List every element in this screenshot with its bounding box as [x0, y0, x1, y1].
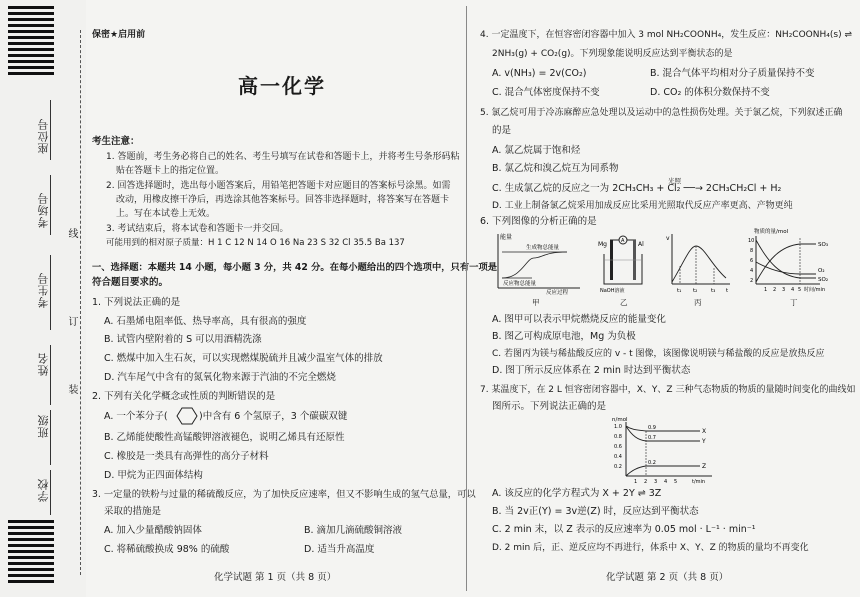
q7-ytick: 1.0	[614, 424, 622, 430]
class-label: 班级	[37, 414, 50, 438]
q6-figure-2	[596, 230, 650, 296]
notice-line: 上。写在本试卷上无效。	[116, 209, 216, 219]
q2-option-c: C. 橡胶是一类具有高弹性的高分子材料	[104, 451, 269, 462]
fig3-x-label: t	[726, 288, 729, 294]
footer-page-1: 化学试题 第 1 页（共 8 页）	[214, 572, 337, 583]
section-heading: 一、选择题：本题共 14 小题，每小题 3 分，共 42 分。在每小题给出的四个选项中，只有一项是	[92, 262, 498, 273]
fig1-xlabel: 反应过程	[546, 290, 569, 296]
q6-stem: 6. 下列图像的分析正确的是	[480, 216, 597, 227]
footer-page-2: 化学试题 第 2 页（共 8 页）	[606, 572, 729, 583]
notice-line: 2. 回答选择题时，选出每小题答案后，用铅笔把答题卡对应题目的答案标号涂黑。如需	[106, 181, 451, 191]
seat-number-label: 座位号	[37, 118, 50, 154]
barcode-stripes-bottom	[8, 520, 54, 583]
fig4-series-so3: SO₃	[818, 242, 829, 248]
fig3-t2: t₂	[693, 288, 698, 294]
q7-xtick: 3	[654, 479, 658, 484]
page-2	[472, 0, 860, 597]
q2-option-a-pre: A. 一个苯分子(	[104, 411, 168, 422]
q1-option-c: C. 燃煤中加入生石灰，可以实现燃煤脱硫并且减少温室气体的排放	[104, 353, 383, 364]
name-label: 姓名	[37, 352, 50, 376]
q2-option-a-post: )中含有 6 个氢原子，3 个碳碳双键	[199, 411, 348, 422]
q5-option-c: C. 生成氯乙烷的反应之一为 2CH₃CH₃ + Cl₂ ──→ 2CH₃CH₂Cl + H₂	[492, 183, 782, 194]
fig4-xtick: 5	[798, 287, 802, 293]
q5-condition: 光照	[668, 177, 681, 185]
q5-option-a: A. 氯乙烷属于饱和烃	[492, 145, 581, 156]
q3-option-d: D. 适当升高温度	[304, 544, 375, 555]
fig4-xlabel: 时间/min	[804, 287, 826, 293]
secret-mark: 保密★启用前	[92, 30, 146, 40]
q7-option-d: D. 2 min 后，正、逆反应均不再进行，体系中 X、Y、Z 的物质的量均不再变化	[492, 543, 809, 553]
notice-line: 1. 答题前，考生务必将自己的姓名、考生号填写在试卷和答题卡上，并将考生号条形码粘	[106, 152, 460, 162]
q7-series-z: Z	[702, 463, 707, 470]
q6-figure-1	[492, 230, 582, 296]
q7-xtick: 5	[674, 479, 678, 484]
q7-option-a: A. 该反应的化学方程式为 X + 2Y ⇌ 3Z	[492, 488, 662, 499]
q7-xtick: 2	[644, 479, 648, 484]
fig4-xtick: 2	[773, 287, 777, 293]
notice-line: 3. 考试结束后，将本试卷和答题卡一并交回。	[106, 224, 289, 234]
q4-option-c: C. 混合气体密度保持不变	[492, 87, 600, 98]
fig1-top-label: 生成物总能量	[526, 245, 560, 251]
q1-option-d: D. 汽车尾气中含有的氮氧化物来源于汽油的不完全燃烧	[104, 372, 336, 383]
q5-stem: 5. 氯乙烷可用于冷冻麻醉应急处理以及运动中的急性损伤处理。关于氯乙烷，下列叙述正确	[480, 108, 843, 118]
q7-figure	[612, 414, 722, 484]
q3-option-c: C. 将稀硫酸换成 98% 的硫酸	[104, 544, 230, 555]
fig4-xtick: 3	[782, 287, 786, 293]
q4-option-d: D. CO₂ 的体积分数保持不变	[650, 87, 770, 98]
q6-option-b: B. 图乙可构成原电池，Mg 为负极	[492, 331, 636, 342]
q3-option-b: B. 滴加几滴硫酸铜溶液	[304, 525, 403, 536]
fig2-al-label: Al	[638, 241, 644, 248]
q4-stem: 4. 一定温度下，在恒容密闭容器中加入 3 mol NH₂COONH₄，发生反应：NH₂COONH₄(s) ⇌	[480, 30, 852, 40]
fig2-mg-label: Mg	[598, 241, 607, 248]
q2-option-d: D. 甲烷为正四面体结构	[104, 470, 203, 481]
q7-xtick: 4	[664, 479, 668, 484]
q7-series-y: Y	[702, 438, 706, 445]
fig4-ytick: 2	[750, 278, 754, 284]
q7-xtick: 1	[634, 479, 638, 484]
fig4-ytick: 6	[750, 258, 754, 264]
q2-option-b: B. 乙烯能使酸性高锰酸钾溶液褪色，说明乙烯具有还原性	[104, 432, 345, 443]
q6-option-a: A. 图甲可以表示甲烷燃烧反应的能量变化	[492, 314, 666, 325]
q1-option-a: A. 石墨烯电阻率低、热导率高，具有很高的强度	[104, 316, 307, 327]
q3-option-a: A. 加入少量醋酸钠固体	[104, 525, 202, 536]
q7-fig-xlabel: t/min	[692, 479, 706, 484]
fig4-xtick: 1	[764, 287, 768, 293]
fig-label-ding: 丁	[790, 298, 798, 307]
fig4-ylabel: 物质的量/mol	[754, 229, 789, 235]
q7-value-07: 0.7	[648, 435, 656, 441]
q7-option-b: B. 当 2v正(Y) = 3v逆(Z) 时，反应达到平衡状态	[492, 506, 699, 517]
q6-option-d: D. 图丁所示反应体系在 2 min 时达到平衡状态	[492, 365, 691, 376]
section-heading-cont: 符合题目要求的。	[92, 277, 169, 288]
fig1-ylabel: 能量	[500, 234, 513, 241]
notice-heading: 考生注意：	[92, 136, 140, 147]
q3-stem: 3. 一定量的铁粉与过量的稀硫酸反应，为了加快反应速率，但又不影响生成的氢气总量，可以	[92, 489, 476, 500]
q7-option-c: C. 2 min 末，以 Z 表示的反应速率为 0.05 mol · L⁻¹ · min⁻¹	[492, 524, 756, 535]
cut-mark-line: 线	[66, 228, 77, 238]
q7-value-09: 0.9	[648, 425, 656, 431]
q5-stem-cont: 的是	[492, 125, 512, 136]
page-1	[86, 0, 498, 597]
fig2-solution-label: NaOH溶液	[600, 288, 625, 294]
q2-stem: 2. 下列有关化学概念或性质的判断错误的是	[92, 391, 276, 402]
fig-label-yi: 乙	[620, 298, 628, 307]
q6-figure-4	[740, 226, 840, 296]
q4-option-a: A. v(NH₃) = 2v(CO₂)	[492, 68, 587, 79]
q7-stem-cont: 图所示。下列说法正确的是	[492, 401, 607, 412]
fig4-xtick: 4	[791, 287, 795, 293]
q6-figure-3	[666, 232, 732, 294]
fig4-ytick: 4	[750, 268, 754, 274]
q7-fig-ylabel: n/mol	[612, 417, 628, 423]
cut-mark-order: 订	[66, 316, 77, 326]
fig4-ytick: 8	[750, 248, 754, 254]
q1-stem: 1. 下列说法正确的是	[92, 297, 181, 308]
q5-option-b: B. 氯乙烷和溴乙烷互为同系物	[492, 163, 619, 174]
svg-text:A: A	[621, 238, 625, 244]
binding-strip	[0, 0, 86, 597]
q4-stem-cont: 2NH₃(g) + CO₂(g)。下列现象能说明反应达到平衡状态的是	[492, 49, 733, 59]
q7-stem: 7. 某温度下，在 2 L 恒容密闭容器中，X、Y、Z 三种气态物质的物质的量随时间变化的曲线如	[480, 385, 856, 395]
fig4-ytick: 10	[748, 238, 755, 244]
fig3-t1: t₁	[677, 288, 682, 294]
q7-ytick: 0.2	[614, 464, 622, 470]
notice-line: 改动，用橡皮擦干净后，再选涂其他答案标号。回答非选择题时，将答案写在答题卡	[116, 195, 450, 205]
q7-ytick: 0.4	[614, 454, 622, 460]
barcode-stripes-top	[8, 6, 54, 75]
q5-option-d: D. 工业上制备氯乙烷采用加成反应比采用光照取代反应产率更高、产物更纯	[492, 201, 793, 211]
fig3-t3: t₃	[711, 288, 716, 294]
notice-line: 贴在答题卡上的指定位置。	[116, 166, 225, 176]
cut-line	[80, 30, 81, 575]
page-title: 高一化学	[238, 74, 326, 98]
q7-ytick: 0.6	[614, 444, 622, 450]
student-number-label: 考生号	[37, 272, 50, 308]
q7-series-x: X	[702, 428, 707, 435]
q4-option-b: B. 混合气体平均相对分子质量保持不变	[650, 68, 815, 79]
room-number-label: 考场号	[37, 192, 50, 228]
atomic-masses: 可能用到的相对原子质量：H 1 C 12 N 14 O 16 Na 23 S 32 Cl 35.5 Ba 137	[106, 238, 405, 248]
school-label: 学校	[37, 478, 50, 502]
cut-mark-bind: 装	[66, 384, 77, 394]
q1-option-b: B. 试管内壁附着的 S 可以用酒精洗涤	[104, 334, 262, 345]
fig1-bottom-label: 反应物总能量	[503, 281, 537, 287]
q3-stem-cont: 采取的措施是	[104, 506, 162, 517]
q7-ytick: 0.8	[614, 434, 622, 440]
q7-value-02: 0.2	[648, 460, 656, 466]
benzene-ring-icon	[176, 406, 198, 426]
fig3-y-label: v	[666, 235, 670, 242]
fig4-series-o2: O₂	[818, 268, 825, 274]
fig-label-bing: 丙	[694, 298, 702, 307]
fig-label-jia: 甲	[532, 298, 540, 307]
fig4-series-so2: SO₂	[818, 277, 829, 283]
column-divider	[466, 6, 467, 591]
q6-option-c: C. 若图丙为镁与稀盐酸反应的 v - t 图像，该图像说明镁与稀盐酸的反应是放热反应	[492, 349, 825, 359]
